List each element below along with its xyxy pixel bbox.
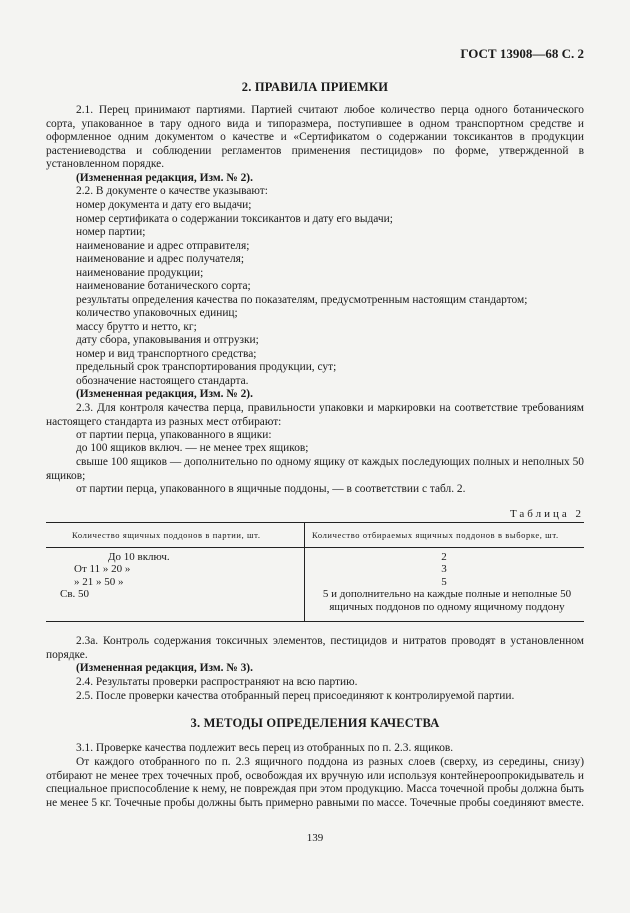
list-item: наименование ботанического сорта;: [76, 280, 251, 292]
paragraph-2-3-b: до 100 ящиков включ. — не менее трех ящиков;: [76, 442, 309, 454]
list-item: наименование и адрес получателя;: [76, 253, 245, 265]
table-cell: 2: [441, 551, 447, 563]
paragraph-3-1: 3.1. Проверке качества подлежит весь перец из отобранных по п. 2.3. ящиков.: [76, 742, 454, 754]
table-rule-top: [46, 522, 584, 523]
paragraph-2-2: 2.2. В документе о качестве указывают:: [76, 185, 268, 197]
list-item: дату сбора, упаковывания и отгрузки;: [76, 334, 259, 346]
list-item: номер сертификата о содержании токсикантов и дату его выдачи;: [76, 213, 393, 225]
table-caption: Таблица 2: [509, 508, 584, 520]
table-cell: 5 и дополнительно на каждые полные и неполные 50 ящичных поддонов по одному ящичному поддону: [322, 588, 572, 613]
list-item: наименование продукции;: [76, 267, 204, 279]
list-item: наименование и адрес отправителя;: [76, 240, 250, 252]
paragraph-2-3-d: от партии перца, упакованного в ящичные поддоны, — в соответствии с табл. 2.: [76, 483, 466, 495]
paragraph-2-3a: 2.3а. Контроль содержания токсичных элементов, пестицидов и нитратов проводят в установленном порядке.: [46, 635, 584, 661]
paragraph-3-1-b: От каждого отобранного по п. 2.3 ящичного поддона из разных слоев (сверху, из середины, снизу) отбирают не менее трех точечных проб, освобождая их вручную или используя контейнероопрокидыватель и специальное приспособление к нему, не повреждая при этом продукцию. Масса точечной пробы должна быть не менее 5 кг. Точечные пробы должны быть примерно равными по массе. Точечные пробы соединяют вместе.: [46, 756, 584, 809]
table-header-col1: Количество ящичных поддонов в партии, шт.: [72, 530, 261, 540]
table-cell: » 21 » 50 »: [74, 576, 124, 588]
paragraph-2-4: 2.4. Результаты проверки распространяют на всю партию.: [76, 676, 358, 688]
table-cell: От 11 » 20 »: [74, 563, 131, 575]
table-rule-bottom: [46, 621, 584, 622]
table-rule-header: [46, 547, 584, 548]
section-2-title: 2. ПРАВИЛА ПРИЕМКИ: [241, 80, 389, 94]
list-item: номер документа и дату его выдачи;: [76, 199, 252, 211]
list-item: номер и вид транспортного средства;: [76, 348, 257, 360]
amendment-note: (Измененная редакция, Изм. № 2).: [76, 388, 253, 400]
amendment-note: (Измененная редакция, Изм. № 3).: [76, 662, 253, 674]
list-item: обозначение настоящего стандарта.: [76, 375, 249, 387]
table-cell: До 10 включ.: [108, 551, 170, 563]
list-item: результаты определения качества по показателям, предусмотренным настоящим стандартом;: [76, 294, 528, 306]
list-item: массу брутто и нетто, кг;: [76, 321, 197, 333]
table-cell: 5: [441, 576, 447, 588]
paragraph-2-5: 2.5. После проверки качества отобранный перец присоединяют к контролируемой партии.: [76, 690, 515, 702]
table-header-col2: Количество отбираемых ящичных поддонов в выборке, шт.: [312, 530, 559, 540]
amendment-note: (Измененная редакция, Изм. № 2).: [76, 172, 253, 184]
paragraph-2-3: 2.3. Для контроля качества перца, правильности упаковки и маркировки на соответствие требованиям настоящего стандарта из разных мест отбирают:: [46, 402, 584, 428]
page-number: 139: [306, 832, 324, 844]
paragraph-2-3-a: от партии перца, упакованного в ящики:: [76, 429, 272, 441]
table-cell: Св. 50: [60, 588, 90, 600]
list-item: количество упаковочных единиц;: [76, 307, 238, 319]
section-3-title: 3. МЕТОДЫ ОПРЕДЕЛЕНИЯ КАЧЕСТВА: [190, 716, 440, 730]
paragraph-2-3-c: свыше 100 ящиков — дополнительно по одному ящику от каждых последующих полных и неполных 50 ящиков;: [46, 456, 584, 482]
table-cell: 3: [441, 563, 447, 575]
list-item: предельный срок транспортирования продукции, сут;: [76, 361, 337, 373]
list-item: номер партии;: [76, 226, 146, 238]
paragraph-2-1: 2.1. Перец принимают партиями. Партией считают любое количество перца одного ботанического сорта, упакованное в тару одного вида и типоразмера, поступившее в одном транспортном средстве и оформленное одним документом о качестве и «Сертификатом о содержании токсикантов в продукции растениеводства и соблюдении регламентов применения пестицидов» по форме, утвержденной в установленном порядке.: [46, 104, 584, 171]
document-header: ГОСТ 13908—68 С. 2: [460, 46, 584, 61]
